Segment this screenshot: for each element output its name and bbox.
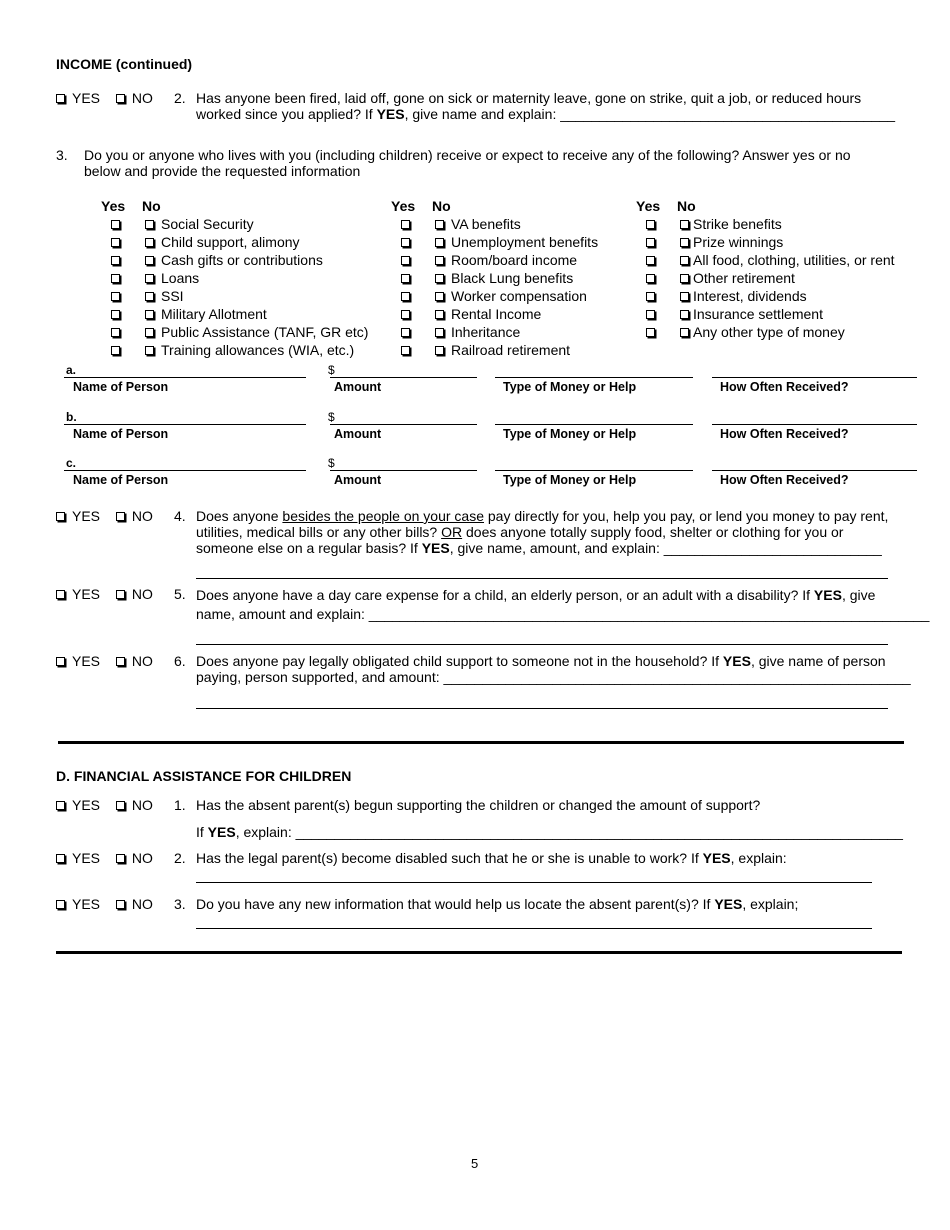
bottom-divider <box>56 951 902 954</box>
d1-no-checkbox[interactable] <box>116 801 125 810</box>
d3-text: Do you have any new information that would help us locate the absent parent(s)? If YES, explain; <box>196 896 799 912</box>
yes-checkbox[interactable] <box>646 220 655 229</box>
yes-checkbox[interactable] <box>111 256 120 265</box>
d2-answer-line[interactable] <box>196 882 872 883</box>
yes-checkbox[interactable] <box>401 256 410 265</box>
grid-item <box>111 216 120 232</box>
grid-no-header-2: No <box>432 198 451 214</box>
q2-yes-no: YES NO <box>56 90 153 106</box>
yes-checkbox[interactable] <box>401 328 410 337</box>
section-heading-d: D. FINANCIAL ASSISTANCE FOR CHILDREN <box>56 768 352 784</box>
q6-number: 6. <box>174 653 186 669</box>
q4-no-checkbox[interactable] <box>116 512 125 521</box>
name-field[interactable] <box>64 470 306 471</box>
grid-no-header-3: No <box>677 198 696 214</box>
type-field[interactable] <box>495 470 693 471</box>
q5-number: 5. <box>174 586 186 602</box>
row-letter: b. <box>66 410 77 424</box>
no-checkbox[interactable] <box>680 238 689 247</box>
d3-no-checkbox[interactable] <box>116 900 125 909</box>
no-checkbox[interactable] <box>435 256 444 265</box>
row-letter: a. <box>66 363 77 377</box>
no-checkbox[interactable] <box>680 310 689 319</box>
q2-text: Has anyone been fired, laid off, gone on sick or maternity leave, gone on strike, quit a job, or reduced hours worked since you applied? If YES, give name and explain: ___________________________________________ <box>196 90 896 122</box>
often-label: How Often Received? <box>720 427 849 441</box>
page-number: 5 <box>471 1156 479 1171</box>
grid-item-label: Insurance settlement <box>680 306 823 322</box>
name-field[interactable] <box>64 377 306 378</box>
often-label: How Often Received? <box>720 473 849 487</box>
section-heading-income: INCOME (continued) <box>56 56 193 72</box>
q2-yes-checkbox[interactable] <box>56 94 65 103</box>
q6-no-checkbox[interactable] <box>116 657 125 666</box>
often-field[interactable] <box>712 377 917 378</box>
dollar-sign: $ <box>328 456 335 470</box>
q4-number: 4. <box>174 508 186 524</box>
no-checkbox[interactable] <box>145 238 154 247</box>
yes-checkbox[interactable] <box>111 310 120 319</box>
no-checkbox[interactable] <box>435 220 444 229</box>
grid-item-label: Military Allotment <box>145 306 267 322</box>
q6-yes-checkbox[interactable] <box>56 657 65 666</box>
no-checkbox[interactable] <box>145 310 154 319</box>
grid-item-label: Any other type of money <box>680 324 845 340</box>
yes-checkbox[interactable] <box>646 292 655 301</box>
type-field[interactable] <box>495 377 693 378</box>
grid-item-label: Other retirement <box>680 270 795 286</box>
grid-no-header-1: No <box>142 198 161 214</box>
amount-label: Amount <box>334 380 382 394</box>
q5-yes-no: YES NO <box>56 586 153 602</box>
yes-checkbox[interactable] <box>401 220 410 229</box>
no-checkbox[interactable] <box>145 346 154 355</box>
q4-answer-line[interactable] <box>196 578 888 579</box>
no-checkbox[interactable] <box>145 328 154 337</box>
grid-item-label: Inheritance <box>435 324 520 340</box>
yes-checkbox[interactable] <box>111 274 120 283</box>
no-checkbox[interactable] <box>435 346 444 355</box>
no-checkbox[interactable] <box>435 274 444 283</box>
grid-item-label: Prize winnings <box>680 234 783 250</box>
grid-item-label: Railroad retirement <box>435 342 570 358</box>
yes-checkbox[interactable] <box>401 292 410 301</box>
no-checkbox[interactable] <box>680 256 689 265</box>
yes-checkbox[interactable] <box>401 310 410 319</box>
d2-no-checkbox[interactable] <box>116 854 125 863</box>
grid-item-label: VA benefits <box>435 216 521 232</box>
d2-yes-no: YES NO <box>56 850 153 866</box>
grid-item-label: Training allowances (WIA, etc.) <box>145 342 354 358</box>
no-checkbox[interactable] <box>680 274 689 283</box>
grid-item-label: Unemployment benefits <box>435 234 598 250</box>
grid-item-label: Loans <box>145 270 199 286</box>
yes-checkbox[interactable] <box>111 346 120 355</box>
d3-yes-no: YES NO <box>56 896 153 912</box>
type-label: Type of Money or Help <box>503 473 637 487</box>
no-checkbox[interactable] <box>145 274 154 283</box>
q2-number: 2. <box>174 90 186 106</box>
grid-item-label: Black Lung benefits <box>435 270 573 286</box>
q5-no-checkbox[interactable] <box>116 590 125 599</box>
yes-checkbox[interactable] <box>401 238 410 247</box>
grid-item-label: SSI <box>145 288 184 304</box>
grid-item-label: Child support, alimony <box>145 234 300 250</box>
q6-text: Does anyone pay legally obligated child support to someone not in the household? If YES, give name of person paying, person supported, and amount: ____________________________________________________________ <box>196 653 911 685</box>
no-checkbox[interactable] <box>145 256 154 265</box>
q2-no-checkbox[interactable] <box>116 94 125 103</box>
q6-answer-line[interactable] <box>196 708 888 709</box>
grid-item-label: Public Assistance (TANF, GR etc) <box>145 324 368 340</box>
grid-yes-header-3: Yes <box>636 198 661 214</box>
yes-checkbox[interactable] <box>646 238 655 247</box>
dollar-sign: $ <box>328 363 335 377</box>
no-checkbox[interactable] <box>435 292 444 301</box>
grid-yes-header-2: Yes <box>391 198 416 214</box>
q4-text: Does anyone besides the people on your case pay directly for you, help you pay, or lend you money to pay rent, utilities, medical bills or any other bills? OR does anyone totally supply food, shelter or clothing for you or someone else on a regular basis? If YES, give name, amount, and explain: ____________________________ <box>196 508 889 556</box>
amount-field[interactable] <box>330 424 477 425</box>
amount-label: Amount <box>334 427 382 441</box>
often-label: How Often Received? <box>720 380 849 394</box>
row-letter: c. <box>66 456 77 470</box>
q4-yes-no: YES NO <box>56 508 153 524</box>
yes-checkbox[interactable] <box>111 220 120 229</box>
type-field[interactable] <box>495 424 693 425</box>
type-label: Type of Money or Help <box>503 380 637 394</box>
name-label: Name of Person <box>73 473 169 487</box>
amount-field[interactable] <box>330 470 477 471</box>
d3-answer-line[interactable] <box>196 928 872 929</box>
no-checkbox[interactable] <box>145 220 154 229</box>
d2-number: 2. <box>174 850 186 866</box>
q3-number: 3. <box>56 147 68 163</box>
d3-number: 3. <box>174 896 186 912</box>
name-label: Name of Person <box>73 427 169 441</box>
yes-checkbox[interactable] <box>111 238 120 247</box>
dollar-sign: $ <box>328 410 335 424</box>
type-label: Type of Money or Help <box>503 427 637 441</box>
often-field[interactable] <box>712 470 917 471</box>
d2-yes-checkbox[interactable] <box>56 854 65 863</box>
yes-checkbox[interactable] <box>646 274 655 283</box>
d1-number: 1. <box>174 797 186 813</box>
section-divider <box>58 741 904 744</box>
q5-answer-line[interactable] <box>196 644 888 645</box>
grid-item-label: Cash gifts or contributions <box>145 252 323 268</box>
d3-yes-checkbox[interactable] <box>56 900 65 909</box>
d1-text: Has the absent parent(s) begun supporting the children or changed the amount of support? If YES, explain: ______________________________________________________________________________ <box>196 797 903 840</box>
no-checkbox[interactable] <box>435 310 444 319</box>
d2-text: Has the legal parent(s) become disabled such that he or she is unable to work? If YES, explain: <box>196 850 787 866</box>
q3-text: Do you or anyone who lives with you (including children) receive or expect to receive any of the following? Answer yes or no below and provide the requested information <box>84 147 851 179</box>
grid-item-label: Interest, dividends <box>680 288 807 304</box>
grid-item-label: Strike benefits <box>680 216 782 232</box>
often-field[interactable] <box>712 424 917 425</box>
no-checkbox[interactable] <box>680 220 689 229</box>
yes-checkbox[interactable] <box>111 292 120 301</box>
no-checkbox[interactable] <box>435 238 444 247</box>
d1-yes-checkbox[interactable] <box>56 801 65 810</box>
grid-item-label: Room/board income <box>435 252 577 268</box>
q4-yes-checkbox[interactable] <box>56 512 65 521</box>
yes-checkbox[interactable] <box>646 310 655 319</box>
q6-yes-no: YES NO <box>56 653 153 669</box>
grid-item-label: All food, clothing, utilities, or rent <box>680 252 895 268</box>
yes-checkbox[interactable] <box>646 328 655 337</box>
no-checkbox[interactable] <box>680 292 689 301</box>
grid-item-label: Worker compensation <box>435 288 587 304</box>
name-label: Name of Person <box>73 380 169 394</box>
grid-item-label: Social Security <box>145 216 254 232</box>
yes-checkbox[interactable] <box>646 256 655 265</box>
yes-checkbox[interactable] <box>401 346 410 355</box>
q5-text: Does anyone have a day care expense for a child, an elderly person, or an adult with a disability? If YES, give name, amount and explain: ________________________________________________________________________ <box>196 587 930 622</box>
amount-label: Amount <box>334 473 382 487</box>
no-checkbox[interactable] <box>680 328 689 337</box>
amount-field[interactable] <box>330 377 477 378</box>
no-checkbox[interactable] <box>435 328 444 337</box>
yes-checkbox[interactable] <box>401 274 410 283</box>
grid-item-label: Rental Income <box>435 306 541 322</box>
grid-yes-header-1: Yes <box>101 198 126 214</box>
d1-yes-no: YES NO <box>56 797 153 813</box>
no-checkbox[interactable] <box>145 292 154 301</box>
name-field[interactable] <box>64 424 306 425</box>
q5-yes-checkbox[interactable] <box>56 590 65 599</box>
yes-checkbox[interactable] <box>111 328 120 337</box>
